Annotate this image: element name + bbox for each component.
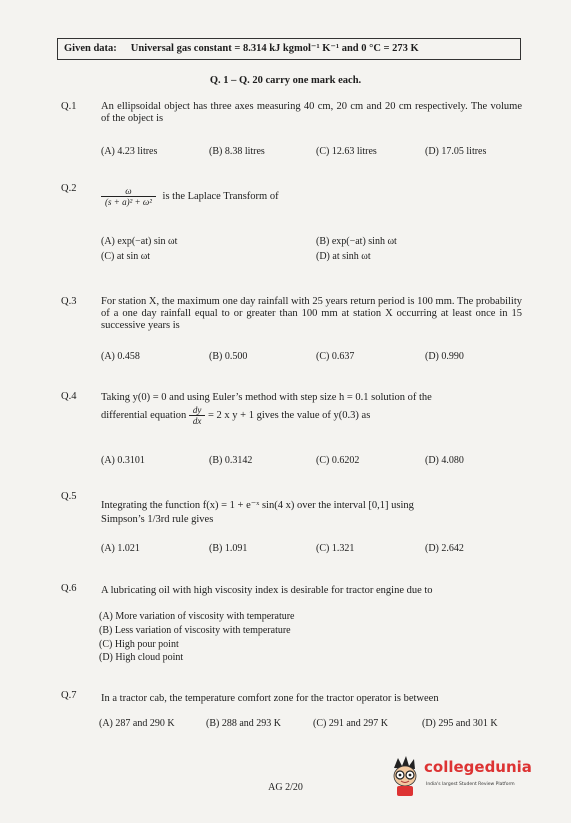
- q4-derivative-numerator: dy: [192, 405, 202, 415]
- q5-option-a: (A) 1.021: [101, 543, 140, 554]
- q2-option-c: (C) at sin ωt: [101, 251, 151, 262]
- given-data-box: [57, 38, 521, 60]
- q2-fraction: [101, 186, 156, 207]
- q4-derivative-denominator: dx: [189, 415, 206, 426]
- q5-stem-line2: Simpson’s 1/3rd rule gives: [101, 514, 214, 525]
- q2-fraction-numerator: ω: [125, 186, 132, 196]
- q4-stem-part1: differential equation: [101, 409, 187, 421]
- q3-option-a: (A) 0.458: [101, 351, 140, 362]
- collegedunia-logo: [388, 752, 538, 800]
- mascot-icon: [388, 754, 422, 798]
- q1-option-c: (C) 12.63 litres: [316, 146, 377, 157]
- q7-option-a: (A) 287 and 290 K: [99, 718, 175, 729]
- logo-name: collegedunia: [424, 758, 532, 776]
- q1-option-d: (D) 17.05 litres: [425, 146, 487, 157]
- q2-number: Q.2: [61, 183, 77, 194]
- q4-option-c: (C) 0.6202: [316, 455, 360, 466]
- q1-option-a: (A) 4.23 litres: [101, 146, 158, 157]
- q7-stem: In a tractor cab, the temperature comfort zone for the tractor operator is between: [101, 693, 439, 704]
- q7-option-b: (B) 288 and 293 K: [206, 718, 281, 729]
- given-data-label: Given data:: [64, 43, 117, 54]
- q5-option-c: (C) 1.321: [316, 543, 355, 554]
- q2-fraction-denominator: (s + a)² + ω²: [101, 196, 156, 207]
- q3-option-c: (C) 0.637: [316, 351, 355, 362]
- q4-stem-line1: Taking y(0) = 0 and using Euler’s method with step size h = 0.1 solution of the: [101, 392, 432, 403]
- q6-stem: A lubricating oil with high viscosity index is desirable for tractor engine due to: [101, 585, 433, 596]
- q1-option-b: (B) 8.38 litres: [209, 146, 265, 157]
- q2-option-a: (A) exp(−at) sin ωt: [101, 236, 178, 247]
- q6-option-a: (A) More variation of viscosity with temperature: [99, 611, 295, 622]
- q7-number: Q.7: [61, 690, 77, 701]
- q4-option-a: (A) 0.3101: [101, 455, 145, 466]
- section-heading: Q. 1 – Q. 20 carry one mark each.: [209, 75, 362, 86]
- q2-stem: is the Laplace Transform of: [162, 190, 279, 202]
- q3-number: Q.3: [61, 296, 77, 307]
- given-data-text: Universal gas constant = 8.314 kJ kgmol⁻¹ K⁻¹ and 0 °C = 273 K: [130, 43, 419, 54]
- q5-option-b: (B) 1.091: [209, 543, 248, 554]
- q3-option-b: (B) 0.500: [209, 351, 248, 362]
- q4-option-b: (B) 0.3142: [209, 455, 253, 466]
- q4-option-d: (D) 4.080: [425, 455, 464, 466]
- q7-option-c: (C) 291 and 297 K: [313, 718, 388, 729]
- q3-option-d: (D) 0.990: [425, 351, 464, 362]
- q6-option-d: (D) High cloud point: [99, 652, 184, 663]
- q2-option-d: (D) at sinh ωt: [316, 251, 371, 262]
- q4-stem-part2: = 2 x y + 1 gives the value of y(0.3) as: [207, 409, 371, 421]
- page-footer: AG 2/20: [268, 782, 303, 793]
- logo-tagline: India's largest Student Review Platform: [426, 782, 515, 787]
- q2-stem-line: [101, 186, 279, 207]
- q5-option-d: (D) 2.642: [425, 543, 464, 554]
- q5-number: Q.5: [61, 491, 77, 502]
- q1-stem: An ellipsoidal object has three axes measuring 40 cm, 20 cm and 20 cm respectively. The volume of the object is: [101, 101, 522, 124]
- q4-derivative: [189, 405, 206, 426]
- q5-stem-line1: Integrating the function f(x) = 1 + e⁻ˣ sin(4 x) over the interval [0,1] using: [101, 500, 414, 511]
- q7-option-d: (D) 295 and 301 K: [422, 718, 498, 729]
- q4-stem-line2: [101, 405, 370, 426]
- q6-option-c: (C) High pour point: [99, 639, 179, 650]
- q2-option-b: (B) exp(−at) sinh ωt: [316, 236, 397, 247]
- q6-number: Q.6: [61, 583, 77, 594]
- q1-number: Q.1: [61, 101, 77, 112]
- q3-stem: For station X, the maximum one day rainfall with 25 years return period is 100 mm. The probability of a one day rainfall equal to or greater than 100 mm at station X occurring at least once in 15 successive years is: [101, 296, 522, 331]
- q6-option-b: (B) Less variation of viscosity with temperature: [99, 625, 291, 636]
- q4-number: Q.4: [61, 391, 77, 402]
